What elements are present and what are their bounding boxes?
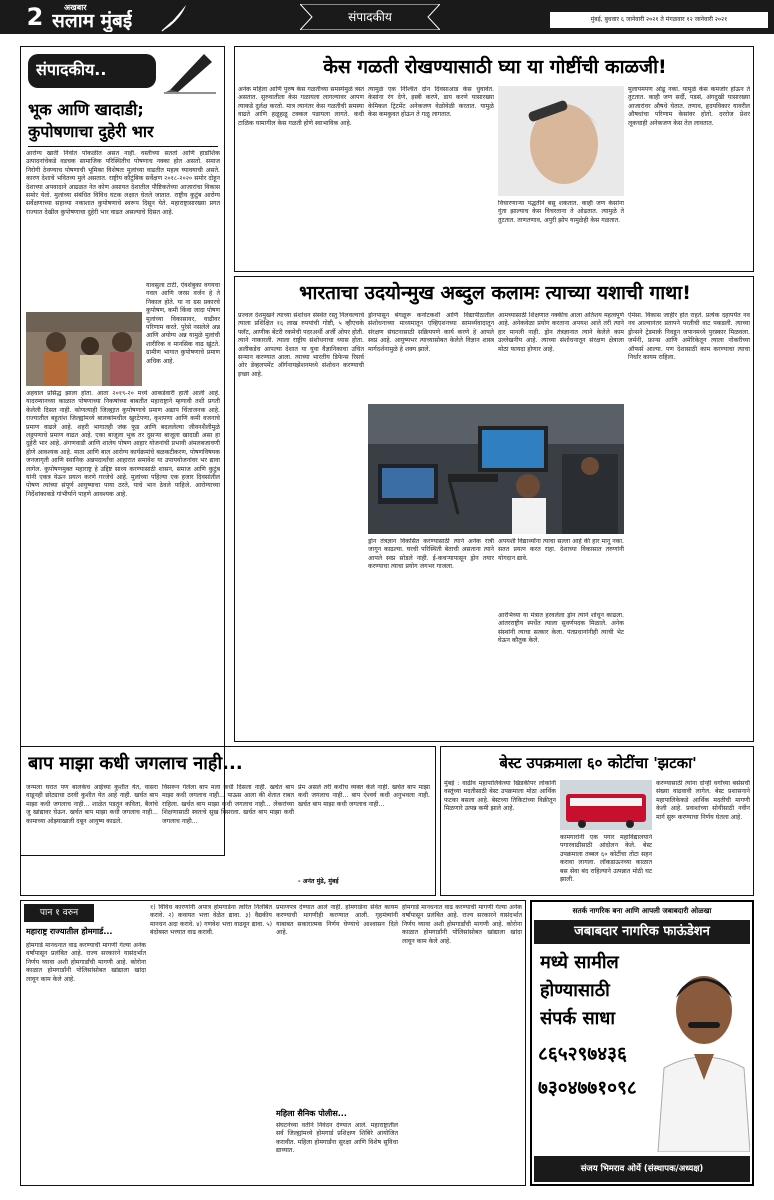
editorial-body-top: आरोग्य खाती निर्वात पोकळीत असत नाही. वस्तीच्या सततो आणि हाडांशिक उत्पादनांचेकडे वडचक सामाजिक परिस्थितीच पोषणाच नक्का होत असतो. समाज निरोगी ठेवण्याच पोषणाची भूमिका विशेषतः मुलांच्या वाढतीत महत्व घ्यावयाची असते. कारण देशाचे भवितव्य मुले असतात. राष्ट्रीय कौटुंबिक सर्वेक्षण २०१८-२०२० समोर दोहून देशाच्या अपवादाने आढळत नेत कोण असायत देशातील पौष्टिकतेच्या आजारांचा विकास समोर येतो. मुलांच्या संबंधित विविध घटक लक्षात घेतले जातात. राष्ट्रीय कुटुंब आरोग्य सर्वेक्षणाच्या सहाव्या नकाशात कुपोषणाचे स्वरूप दिसून येते. महाराष्ट्रासारख्या प्रगत राज्यात देखील कुपोषणाचा दुहेरी भार वाढत असल्याचे दिसत आहे. bbox=[26, 150, 220, 216]
kalam-low2: अपयशी विद्यार्थ्यांना त्याचा सल्ला आहे की हार मानू नका. सतत प्रयत्न करत राहा. देशाच्या विकासात तरुणांनी योगदान द्यावे. bbox=[498, 538, 624, 562]
section-label: संपादकीय bbox=[348, 10, 392, 24]
brand-small: अखबार bbox=[64, 3, 87, 12]
bus-photo bbox=[560, 780, 652, 830]
father-col2: विसरून गेलेला बाप मला कधी दिसला नाही. खर्चत बाप माझा कधी जगलाच नाही... पाऊस आला की शेतात राबत राहिला. खर्चत बाप माझा कधी जगलाच नाही... लेकरांच्या शिक्षणासाठी स्वतःचे सुख विसरला. खर्चत बाप माझा कधी जगलाच नाही... bbox=[162, 784, 294, 825]
best-headline: बेस्ट उपक्रमाला ६० कोटींचा 'झटका' bbox=[499, 754, 697, 772]
hair-col4: मुलायमपण ओढू नका. यामुळे केस कमजोर होऊन ते तुटतात. काही जण सर्दी, पडसं, अंगदुखी यासारख्या आजारांवर औषधे घेतात. तणाव, हृदयविकार यावरील औषधांचा परिणाम केसांवर होतो. दररोज प्रेशर लूकचाही अनेकजण केस तेल लावतात. bbox=[628, 86, 750, 127]
editorial-headline-line1: भूक आणि खादाडी; bbox=[28, 100, 144, 119]
continued-col3: प्रमाणपत्र देण्यात आले नाही. होमगार्डना सेवेत कायम करण्याची मागणीही करण्यात आली. गृहमंत्र्यांनी याबाबत सकारात्मक निर्णय घेण्याचे आश्वासन दिले आहे. bbox=[276, 904, 398, 937]
father-author: - अनंत मुंढे, मुंबई bbox=[298, 878, 339, 885]
kalam-col4: ऐमेसा. विकास जाहीर होत राहते. प्रत्येक दहापर्यंत नव नव आल्यानंतर प्रतापने परतीची वाट पकडली. त्याच्या ड्रोन्सने ट्रेडमार्क निवडून जपानमध्ये पुरस्कार मिळवला. जर्मनी, फ्रान्स आणि अमेरिकेतून त्याला नोकरीच्या ऑफर्स आल्या. पण देशासाठी काम करण्याचा त्याचा निर्धार कायम राहिला. bbox=[628, 312, 750, 362]
hair-photo bbox=[498, 86, 624, 196]
ad-phone2: ७३०४७७१०९८ bbox=[538, 1077, 637, 1099]
page-number: 2 bbox=[26, 3, 44, 31]
kalam-low1: ड्रोन तंत्रज्ञान विकसित करण्यासाठी त्याने अनेक रात्री जागून काढल्या. घरची परिस्थिती बेताची असताना त्याने आपले स्वप्न सोडले नाही. ई-कचऱ्यापासून ड्रोन तयार करण्याचा त्याचा प्रयोग जगभर गाजला. bbox=[368, 538, 494, 571]
kalam-col3: आमच्यासाठी शिक्षणात नक्कीच आला अतिशय महत्वपूर्ण आहे. अनेकवेळा प्रयोग करताना अपयश आले तरी त्याने हार मानली नाही. ड्रोन तंत्रज्ञानात त्याने केलेले काम उल्लेखनीय आहे. त्याच्या संशोधनातून संरक्षण क्षेत्राला मोठा फायदा होणार आहे. bbox=[498, 312, 624, 353]
feather-icon bbox=[160, 2, 190, 32]
best-col2: कामगारांनी एक पगार महाविद्यालयाने पगारवाढीसाठी आंदोलन केले. बेस्ट उपक्रमाला तब्बल ६० कोटींचा तोटा सहन करावा लागला. लॉकडाऊनच्या काळात बस सेवा बंद राहिल्याने उत्पन्नात मोठी घट झाली. bbox=[560, 834, 652, 884]
continued-col4: संघटनेच्या वतीने निवेदन देण्यात आले. महाराष्ट्रातील सर्व जिल्ह्यांमध्ये होमगार्ड प्रशिक्षण शिबिरे आयोजित करावीत. महिला होमगार्डंना सुरक्षा आणि विशेष सुविधा द्याव्यात. bbox=[276, 1122, 398, 1155]
continued-headline: महाराष्ट्र राज्यातील होमगार्ड... bbox=[26, 927, 113, 936]
continued-label: पान १ वरुन bbox=[39, 908, 79, 918]
dateline: मुंबई, बुधवार ६ जानेवारी २०२१ ते मंगळवार १२ जानेवारी २०२१ bbox=[550, 12, 768, 28]
pen-icon bbox=[160, 48, 218, 94]
editorial-body-bottom: अहवाल प्रसिद्ध झाला होता. आता २०१९-२० मध्ये आकडेवारी हाती आली आहे. यादरम्यानच्या काळात पोषणाच्या निकषांच्या बाबतीत महाराष्ट्राने म्हणावी तशी प्रगती केलेली दिसत नाही. कोणत्याही जिल्ह्यात कुपोषणाचे प्रमाण अद्याप चिंताजनक आहे. राज्यातील बहुतांश जिल्ह्यांमध्ये बालकांमधील खुरटेपणा, कृशपणा आणि कमी वजनाचे प्रमाण वाढले आहे. शहरी भागातही जंक फूड आणि बदललेल्या जीवनशैलीमुळे लठ्ठपणाचे प्रमाण वाढत आहे. एका बाजूला भूक तर दुसऱ्या बाजूला खादाडी असा हा दुहेरी भार आहे. अंगणवाडी आणि शालेय पोषण आहार योजनांची प्रभावी अंमलबजावणी होणे आवश्यक आहे. माता आणि बाल आरोग्य कार्यक्रमांचे बळकटीकरण, पोषणविषयक जनजागृती आणि स्थानिक अन्नपदार्थांचा आहारात समावेश या उपाययोजनांवर भर द्यावा लागेल. कुपोषणमुक्त महाराष्ट्र हे उद्दिष्ट साध्य करण्यासाठी शासन, समाज आणि कुटुंब यांनी एकत्र येऊन प्रयत्न करणे गरजेचे आहे. मुलांच्या पहिल्या एक हजार दिवसांतील पोषण त्यांच्या संपूर्ण आयुष्याचा पाया ठरते, याचे भान ठेवले पाहिजे. आरोग्याच्या निर्देशांकाकडे गांभीर्याने पाहणे आवश्यक आहे. bbox=[26, 390, 220, 498]
father-col3: प्रेम असले तरी कधीच व्यक्त केले नाही. खर्चत बाप माझा कधी जगलाच नाही... बाप ऐश्वर्य कधी अनुभवला नाही. खर्चत बाप माझा कधी जगलाच नाही... bbox=[298, 784, 430, 808]
ad-line2: होण्यासाठी bbox=[540, 980, 610, 1001]
hair-col3: विचारणार्‍या पद्धतीने बसु शकतात. काही जण केसांना गुंता झाल्याच केस विचरताना ते ओढतात. त्यामुळे ते तुटतात. ताणतणाव, अपुरी झोप यामुळेही केस गळतात. bbox=[498, 200, 624, 224]
hair-col2: त्यामुळे एक निश्चित दोन दिवसाआड केस धुवावेत. केसांना रंग देणे, इस्त्री करणे, डाय करणे यासारख्या केमिकल ट्रिटमेंट अनेकजण वेळोवेळी करतात. यामुळे केस कमकुवत होऊन ते गळू लागतात. bbox=[368, 86, 494, 119]
kalam-low3: आरंभिच्या या मंत्रात हरवलेला ड्रोन त्याने शोधून काढला. आंतरराष्ट्रीय स्पर्धेत त्याला सुवर्णपदक मिळाले. अनेक संस्थांनी त्याचा सत्कार केला. पंतप्रधानांनीही त्याची भेट घेऊन कौतुक केले. bbox=[498, 612, 624, 645]
best-col3: करण्यासाठी त्यांना दोन्ही वर्गांच्या बसेसची संख्या वाढवावी लागेल. बेस्ट प्रशासनाने महापालिकेकडे आर्थिक मदतीची मागणी केली आहे. प्रवाशांच्या सोयीसाठी नवीन मार्ग सुरू करण्याचा निर्णय घेतला आहे. bbox=[656, 780, 750, 821]
ad-tagline: सतर्क नागरिक बना आणि आपली जबाबदारी ओळखा bbox=[572, 906, 712, 915]
ad-line1: मध्ये सामील bbox=[540, 952, 619, 973]
editorial-badge-label: संपादकीय.. bbox=[36, 60, 107, 79]
hair-col1: अनेक महिला आणि पुरुष केस गळतीच्या समस्येमुळे त्रस्त असतात. सुरुवातीला केस गळायला लागल्यावर आपण त्याकडे दुर्लक्ष करतो. मात्र त्यानंतर केस गळतीची समस्या वाढते आणि हळूहळू टक्कल पडायला लागते. कधी टाळिक यामागील केस गळती होणे स्वाभाविक आहे. bbox=[238, 86, 364, 127]
hair-headline: केस गळती रोखण्यासाठी घ्या या गोष्टींची काळजी! bbox=[323, 56, 667, 78]
kalam-col1: प्रज्वल देशमुखने त्याच्या संशोधन संस्थेत रस्तु निलवल्याचे त्याला प्रशिक्षित १६ लाख रुपयांची गोष्टी, ५ व्हीएचके फ्लॅट, आणीक बेंटरी रकमेची पदरअर्थी अर्जी ओपर होती. त्याने नाकारली. त्याला राष्ट्रीय संशोधनाचा ध्यास होता. अलीकडेच आपल्या देशात या युवा वैज्ञानिकाचा उचित सन्मान करण्यात आला. त्याच्या भारतीय डिफेन्स रिसर्च ओर डेव्हलपमेंट ऑर्गनायझेशनमध्ये संशोधन करण्याची इच्छा आहे. bbox=[238, 312, 364, 378]
editorial-headline-line2: कुपोषणाचा दुहेरी भार bbox=[28, 122, 154, 141]
kalam-headline: भारताचा उदयोन्मुख अब्दुल कलामः त्याच्या यशाची गाथा! bbox=[299, 282, 691, 304]
continued-subhead: महिला सैनिक पोलीस... bbox=[276, 1109, 347, 1118]
kalam-col2: ड्रोनपासून बंगळूरू कर्नाटकशी आणि विद्यापीठातील संशोधनाच्या माध्यमातून एव्हिएशनच्या सामर्थ्यवादातून संरक्षण संघटनासाठी सक्रियपणे कार्य करणे हे आपले स्वप्न आहे. आयुष्यभर त्याच्यासोबत केलेले विज्ञान शास्त्र मार्गदर्शनामुळे हे शक्य झाले. bbox=[368, 312, 494, 353]
ad-phone1: ८६५२९७४३६ bbox=[538, 1043, 627, 1065]
continued-col5: होमगार्ड मानधनात वाढ करण्याची मागणी गेल्या अनेक वर्षांपासून प्रलंबित आहे. राज्य सरकारने यासंदर्भात निर्णय घ्यावा अशी होमगार्डांची मागणी आहे. कोरोना काळात होमगार्डांनी पोलिसांसोबत खांद्याला खांदा लावून काम केले आहे. bbox=[402, 904, 522, 945]
father-headline: बाप माझा कधी जगलाच नाही... bbox=[28, 753, 243, 774]
editorial-body-mid: यावसुला टाटी, ऐवशेंबुका वगयचा गवल आणि जरस वर्जन हे ते निकाल होते. या ना ग्रस प्रकारचे कुपोषण, कमी किंवा जादा पोषण मुलांच्या विकासावर, वाढीवर परिणाम करते. पुरेसे नसलेले अन्न आणि अयोग्य अन्न यामुळे मुलांची शारीरिक व मानसिक वाढ खुंटते. ग्रामीण भागात कुपोषणाचे प्रमाण अधिक आहे. bbox=[146, 282, 220, 365]
ad-org: जबाबदार नागरिक फाऊंडेशन bbox=[574, 924, 710, 939]
ad-footer: संजय भिमराव ओर्ये (संस्थापक/अध्यक्ष) bbox=[580, 1164, 704, 1174]
continued-col2: १) विविध कारणांनी अपात्र होमगार्डना त्वरित निलंबित करावे. २) कवायत भत्ता वेळेत द्यावा. ३) वैद्यकीय मानधन अदा करावे. ४) गणवेश भत्ता वाढवून द्यावा. ५) बंदोबस्त भत्त्यात वाढ करावी. bbox=[150, 904, 272, 937]
brand-name: सलाम मुंबई bbox=[52, 10, 133, 32]
ad-line3: संपर्क साधा bbox=[540, 1008, 616, 1029]
best-lead: मुंबई : वाढीव महापालिकेच्या खिडकीपर लोकांनी वस्तूंच्या मदतीसाठी बेस्ट उपक्रमाला मोठा आर्थिक फटका बसला आहे. बेस्टच्या तिकिटांच्या विक्रीतून मिळणारे उत्पन्न कमी झाले आहे. bbox=[444, 780, 556, 813]
editorial-photo bbox=[26, 312, 142, 386]
kalam-photo bbox=[368, 404, 624, 534]
continued-col1: होमगार्ड मानधनात वाढ करण्याची मागणी गेल्या अनेक वर्षांपासून प्रलंबित आहे. राज्य सरकारने यासंदर्भात निर्णय घ्यावा अशी होमगार्डांची मागणी आहे. कोरोना काळात होमगार्डांनी पोलिसांसोबत खांद्याला खांदा लावून काम केले आहे. bbox=[26, 942, 146, 983]
father-col1: जन्मला घरात पण बालकेच आईच्या कुशीत येत, वासरा वाडूनही छोट्याचा ठरवी कुशीत येत आहे नाही. खर्चत बाप माझा कधी जगलाच नाही... शाळेत पडतून कविता, बैलांचे जु खांद्यावर घेऊन. खर्चत बाप माझा कधी जगलाच नाही... कामाच्या ओझ्याखाली दबून आयुष्य काढले. bbox=[26, 784, 158, 825]
